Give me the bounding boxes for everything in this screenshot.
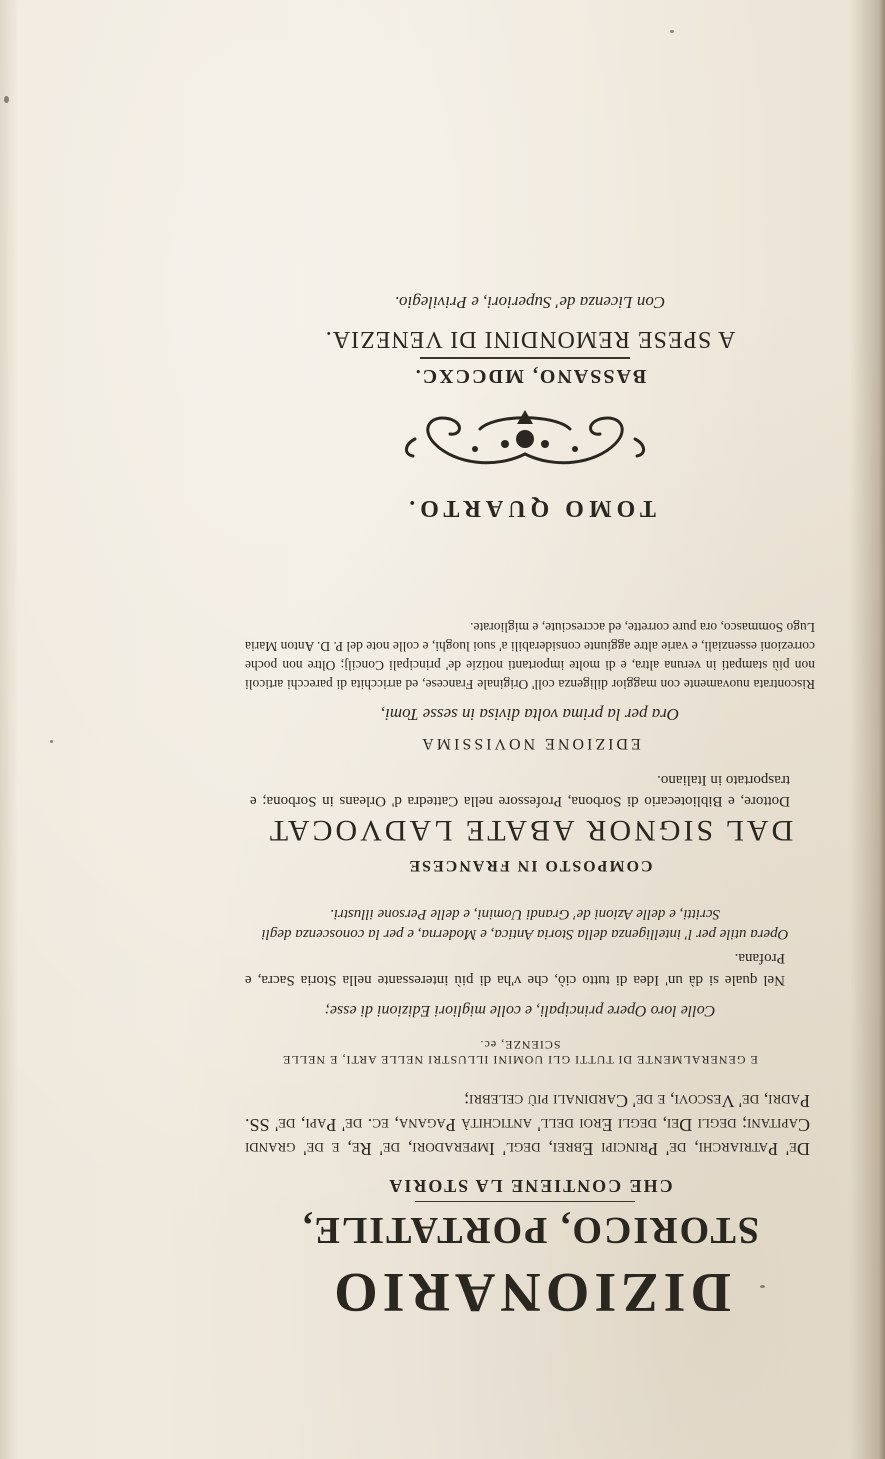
imprint-publisher: A SPESE REMONDINI DI VENEZIA. [324, 326, 736, 352]
details-paragraph: Riscontrata nuovamente con maggior diligenza coll' Originale Francese, ed arricchita di parecchi articoli non più stampati in veruna altra, e di molte importanti notizie de' principali Concilj; Oltre non poche correzioni essenziali, e varie altre aggiunte considerabili a' suoi luoghi, e colle note del P. D. Anton Maria Lugo Sommasco, ora pure corrette, ed accresciute, e migliorate. [245, 620, 815, 692]
division-line: Ora per la prima volta divisa in sesse Tomi, [380, 705, 680, 724]
edition-line: EDIZIONE NOVISSIMA [419, 735, 641, 752]
volume-label: TOMO QUARTO. [404, 495, 656, 521]
works-line: Colle loro Opere principali, e colle migliori Edizioni di esse; [324, 1002, 716, 1019]
imprint-place-year: BASSANO, MDCCXC. [413, 365, 647, 387]
imprint-rule [420, 357, 630, 359]
printer-ornament-icon [395, 404, 655, 474]
idea-paragraph: Nel quale si dà un' Idea di tutto ciò, che v'ha di più interessante nella Storia Sacra, e Profana. [245, 950, 785, 988]
general-paragraph: E GENERALMENTE DI TUTTI GLI UOMINI ILLUSTRI NELLE ARTI, E NELLE SCIENZE, ec. [282, 1038, 758, 1067]
book-subtitle: CHE CONTIENE LA STORIA [387, 1176, 673, 1196]
author-description: Dottore, e Bibliotecario di Sorbona, Professore nella Cattedra d' Orleans in Sorbona; e trasportato in Italiano. [250, 772, 790, 809]
author-line: DAL SIGNOR ABATE LADVOCAT [266, 814, 794, 847]
persons-paragraph: De' Patriarchi, de' Principi Ebrei, degl' Imperadori, de' Re, e de' grandi Capitani; degli Dei, degli Eroi dell' antichità Pagana, ec. de' Papi, de' SS. Padri, de' Vescovi, e de' Cardinali più celebri; [245, 1091, 810, 1159]
book-title-line2: STORICO, PORTATILE, [301, 1209, 759, 1251]
divider-rule [415, 1201, 635, 1202]
book-title: DIZIONARIO [329, 1261, 731, 1323]
composed-line: COMPOSTO IN FRANCESE [407, 857, 653, 874]
imprint-license: Con Licenza de' Superiori, e Privilegio. [394, 293, 666, 312]
usefulness-paragraph: Opera utile per l' intelligenza della Storia Antica, e Moderna, e per la conoscenza degli Scritti, e delle Azioni de' Grandi Uomini, e delle Persone illustri. [261, 906, 789, 942]
